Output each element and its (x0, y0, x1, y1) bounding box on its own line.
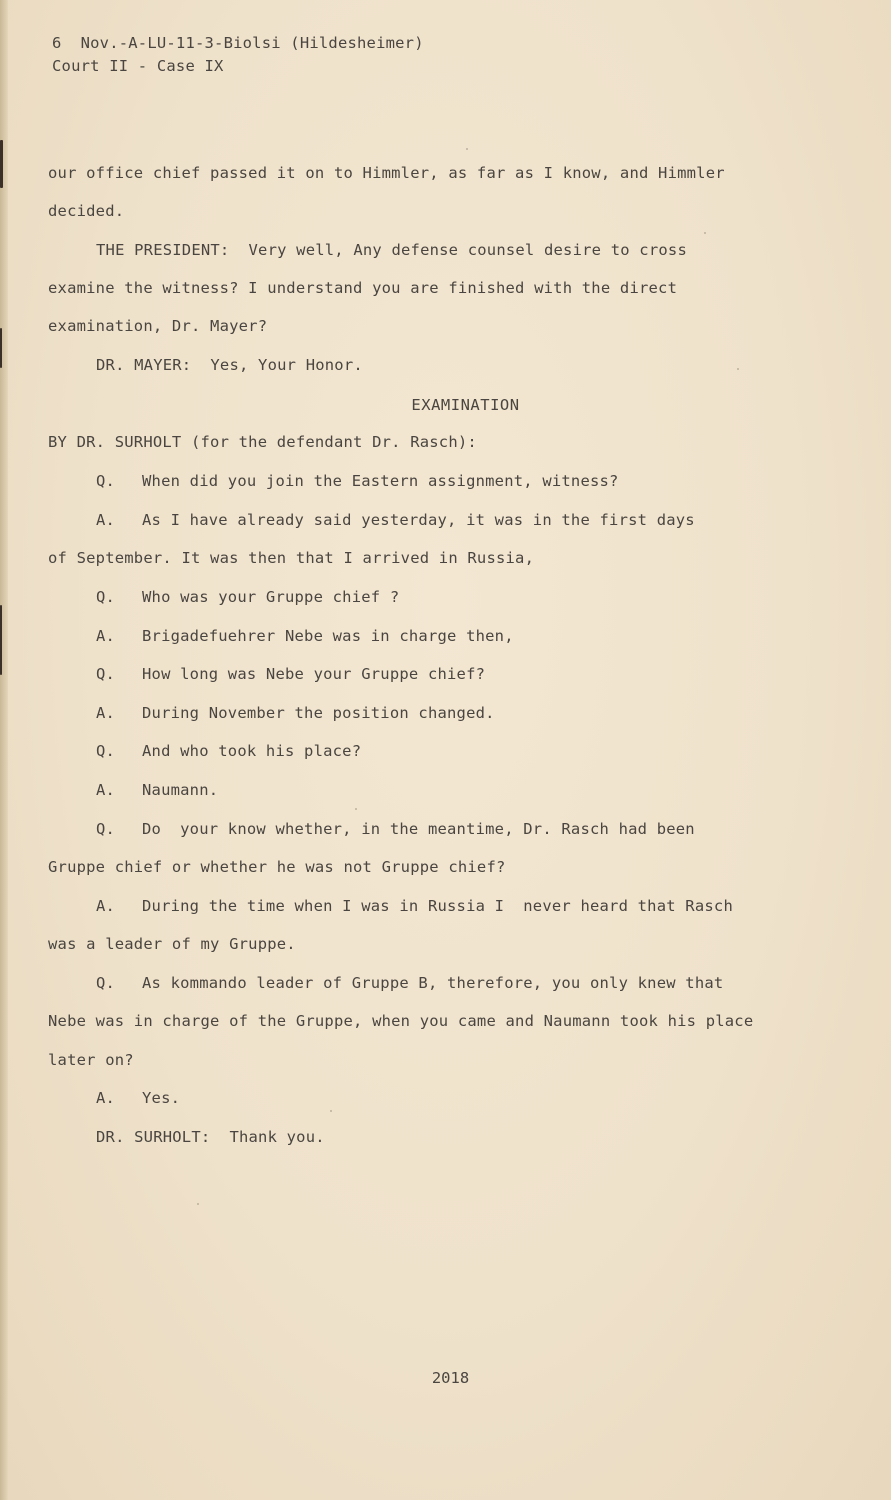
page-left-edge (0, 0, 8, 1500)
edge-stain (0, 605, 2, 675)
qa-text: When did you join the Eastern assignment, witness? (142, 472, 619, 490)
edge-stain (0, 140, 3, 188)
qa-text: How long was Nebe your Gruppe chief? (142, 665, 486, 683)
question-line (96, 665, 485, 683)
transcript-line: our office chief passed it on to Himmler, as far as I know, and Himmler (48, 164, 725, 182)
qa-label: A. (96, 627, 116, 645)
transcript-line: of September. It was then that I arrived in Russia, (48, 549, 535, 567)
qa-label: Q. (96, 472, 116, 490)
paper-speck (737, 368, 739, 370)
question-line (96, 820, 695, 838)
examiner-line: BY DR. SURHOLT (for the defendant Dr. Rasch): (48, 433, 477, 451)
qa-label: A. (96, 1089, 116, 1107)
transcript-line: was a leader of my Gruppe. (48, 935, 296, 953)
qa-text: As kommando leader of Gruppe B, therefore, you only knew that (142, 974, 724, 992)
answer-line (96, 627, 514, 645)
header-court: Court II - Case IX (52, 57, 224, 75)
qa-text: As I have already said yesterday, it was in the first days (142, 511, 695, 529)
page-number: 2018 (431, 1369, 470, 1387)
answer-line (96, 1089, 180, 1107)
question-line (96, 472, 619, 490)
transcript-line: Nebe was in charge of the Gruppe, when you came and Naumann took his place (48, 1012, 754, 1030)
transcript-line: THE PRESIDENT: Very well, Any defense counsel desire to cross (96, 241, 687, 259)
edge-stain (0, 328, 2, 368)
question-line (96, 588, 399, 606)
answer-line (96, 781, 218, 799)
transcript-line: Gruppe chief or whether he was not Gruppe chief? (48, 858, 506, 876)
transcript-line: later on? (48, 1051, 134, 1069)
transcript-line: decided. (48, 202, 125, 220)
transcript-line: examination, Dr. Mayer? (48, 317, 268, 335)
qa-text: Who was your Gruppe chief ? (142, 588, 400, 606)
qa-label: A. (96, 511, 116, 529)
qa-label: Q. (96, 742, 116, 760)
transcript-line: DR. SURHOLT: Thank you. (96, 1128, 325, 1146)
qa-text: During November the position changed. (142, 704, 495, 722)
qa-label: Q. (96, 974, 116, 992)
qa-label: A. (96, 897, 116, 915)
header-case-reference: 6 Nov.-A-LU-11-3-Biolsi (Hildesheimer) (52, 34, 424, 52)
qa-text: Brigadefuehrer Nebe was in charge then, (142, 627, 514, 645)
question-line (96, 974, 723, 992)
qa-text: Do your know whether, in the meantime, Dr. Rasch had been (142, 820, 695, 838)
paper-speck (330, 1110, 332, 1112)
qa-text: Yes. (142, 1089, 181, 1107)
qa-text: During the time when I was in Russia I never heard that Rasch (142, 897, 733, 915)
transcript-line: DR. MAYER: Yes, Your Honor. (96, 356, 363, 374)
section-heading: EXAMINATION (411, 396, 520, 414)
qa-label: A. (96, 704, 116, 722)
qa-text: Naumann. (142, 781, 219, 799)
answer-line (96, 511, 695, 529)
qa-label: Q. (96, 665, 116, 683)
qa-label: A. (96, 781, 116, 799)
paper-speck (466, 148, 468, 150)
paper-speck (355, 808, 357, 810)
paper-speck (197, 1203, 199, 1205)
answer-line (96, 897, 733, 915)
transcript-line: examine the witness? I understand you are finished with the direct (48, 279, 678, 297)
question-line (96, 742, 361, 760)
qa-label: Q. (96, 588, 116, 606)
qa-label: Q. (96, 820, 116, 838)
qa-text: And who took his place? (142, 742, 362, 760)
paper-speck (704, 232, 706, 234)
answer-line (96, 704, 495, 722)
